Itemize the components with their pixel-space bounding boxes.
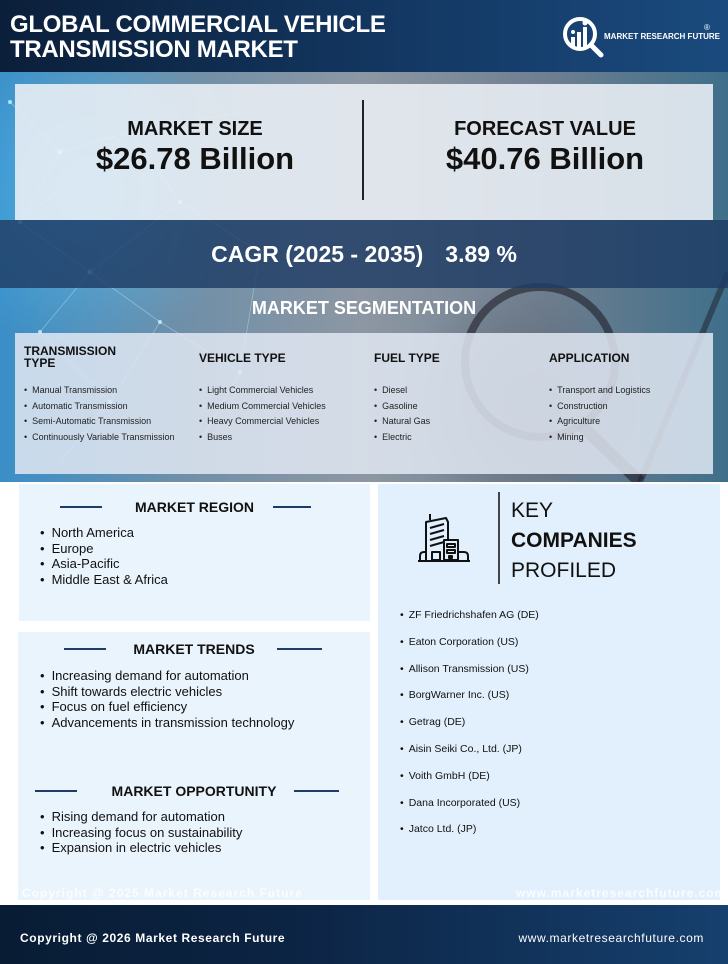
company-item: • Allison Transmission (US) [400,656,539,683]
trends-opportunity-box [18,632,370,900]
watermark-url: www.marketresearchfuture.com [516,886,727,900]
segment-list [24,383,194,445]
segment-item: • Construction [549,399,719,415]
segment-item: • Heavy Commercial Vehicles [199,414,369,430]
office-building-icon [416,510,472,566]
forecast-label: FORECAST VALUE [454,118,636,140]
market-trends-title: MARKET TRENDS [133,641,255,657]
segment-item: • Natural Gas [374,414,544,430]
hero-section [0,72,728,482]
trends-list [40,668,294,730]
key-companies-heading [511,496,637,586]
companies-divider [498,492,500,584]
trend-item: • Focus on fuel efficiency [40,699,294,715]
registered-mark: ® [704,23,710,32]
company-item: • Eaton Corporation (US) [400,629,539,656]
market-size-value: $26.78 Billion [95,141,295,176]
segment-heading: FUEL TYPE [374,351,440,365]
segment-application [549,345,719,445]
title-line-2: TRANSMISSION MARKET [10,36,298,63]
footer-copyright: Copyright @ 2026 Market Research Future [20,931,286,945]
segment-item: • Manual Transmission [24,383,194,399]
opportunity-item: • Expansion in electric vehicles [40,840,242,856]
segment-item: • Continuously Variable Transmission [24,430,194,446]
region-item: • North America [40,525,168,541]
segment-item: • Diesel [374,383,544,399]
segment-heading: APPLICATION [549,351,630,365]
title-rule-right [294,790,339,792]
market-region-box [19,484,370,621]
segment-vehicle-type [199,345,369,445]
footer [0,905,728,964]
segment-item: • Transport and Logistics [549,383,719,399]
heading-profiled: PROFILED [511,559,617,582]
segment-item: • Electric [374,430,544,446]
region-list [40,525,168,587]
magnifier-chart-icon [561,15,605,59]
segment-heading: VEHICLE TYPE [199,351,286,365]
segment-item: • Semi-Automatic Transmission [24,414,194,430]
heading-key: KEY [511,499,554,522]
brand-logo[interactable] [561,15,721,59]
title-rule-right [277,648,322,650]
segment-item: • Buses [199,430,369,446]
company-item: • ZF Friedrichshafen AG (DE) [400,602,539,629]
segmentation-title: MARKET SEGMENTATION [251,298,477,318]
segment-item: • Agriculture [549,414,719,430]
company-item: • Dana Incorporated (US) [400,790,539,817]
market-size-label: MARKET SIZE [127,118,263,140]
market-opportunity-title: MARKET OPPORTUNITY [111,783,277,799]
cagr-label: CAGR (2025 - 2035) [211,241,424,267]
key-companies-box [378,484,720,900]
key-stats-panel [15,84,713,220]
region-item: • Asia-Pacific [40,556,168,572]
stats-divider [362,100,364,200]
company-item: • BorgWarner Inc. (US) [400,682,539,709]
cagr-value: 3.89 % [445,241,517,267]
footer-url-link[interactable]: www.marketresearchfuture.com [518,931,704,945]
segment-list [199,383,369,445]
title-rule-right [273,506,311,508]
segment-item: • Automatic Transmission [24,399,194,415]
market-region-title: MARKET REGION [135,499,254,515]
logo-text: MARKET RESEARCH FUTURE [604,32,720,41]
segment-list [549,383,719,445]
heading-companies: COMPANIES [511,529,637,552]
opportunity-item: • Rising demand for automation [40,809,242,825]
company-item: • Jatco Ltd. (JP) [400,816,539,843]
title-line-1: GLOBAL COMMERCIAL VEHICLE [10,11,386,38]
opportunity-list [40,809,242,856]
segment-item: • Light Commercial Vehicles [199,383,369,399]
forecast-value-stat [380,118,710,177]
header [0,0,728,72]
segment-item: • Gasoline [374,399,544,415]
segmentation-panel [15,333,713,474]
region-item: • Middle East & Africa [40,572,168,588]
page-title [10,12,386,62]
company-item: • Aisin Seiki Co., Ltd. (JP) [400,736,539,763]
segment-list [374,383,544,445]
cagr-band [0,220,728,288]
company-item: • Getrag (DE) [400,709,539,736]
opportunity-item: • Increasing focus on sustainability [40,825,242,841]
segment-item: • Mining [549,430,719,446]
trend-item: • Increasing demand for automation [40,668,294,684]
market-size-stat [30,118,360,177]
watermark-copyright: Copyright @ 2025 Market Research Future [22,886,303,900]
trend-item: • Shift towards electric vehicles [40,684,294,700]
segment-item: • Medium Commercial Vehicles [199,399,369,415]
segment-transmission-type [24,345,194,445]
forecast-value: $40.76 Billion [445,141,645,176]
segment-fuel-type [374,345,544,445]
segment-heading: TRANSMISSION TYPE [24,344,117,370]
company-item: • Voith GmbH (DE) [400,763,539,790]
region-item: • Europe [40,541,168,557]
trend-item: • Advancements in transmission technology [40,715,294,731]
company-list [400,602,539,843]
